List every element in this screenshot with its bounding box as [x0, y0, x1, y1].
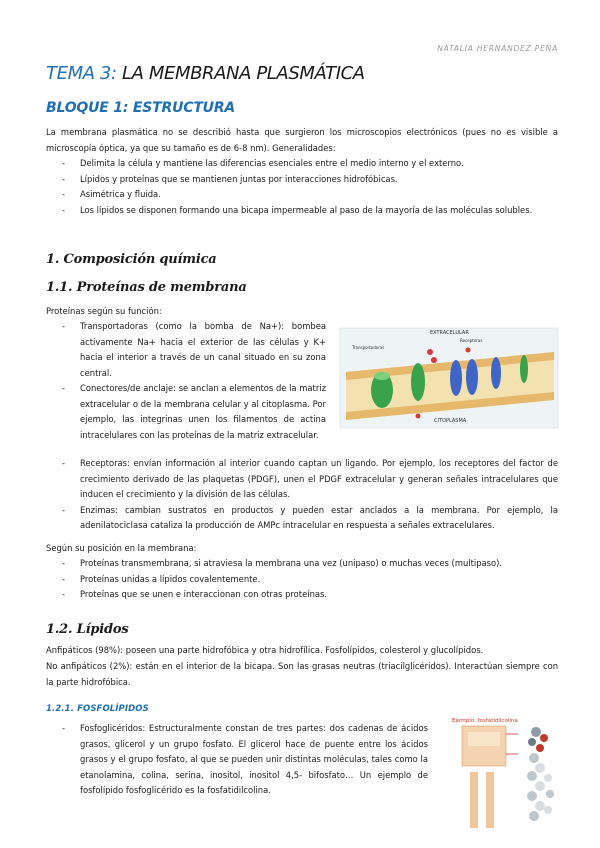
- phosphatidylcholine-diagram: [440, 714, 560, 832]
- phospholipid-list: [62, 721, 428, 799]
- list-item: - Lípidos y proteínas que se mantienen juntas por interacciones hidrofóbicas.: [62, 172, 558, 188]
- list-item: - Receptoras: envían información al interior cuando captan un ligando. Por ejemplo, los receptores del factor de crecimiento derivado de las plaquetas (PDGF), unen el PDGF extracelular y generan señales intracelulares que inducen el crecimiento y la división de las células.: [62, 456, 558, 503]
- intro-paragraph: La membrana plasmática no se describió hasta que surgieron los microscopios electrónicos (pues no es visible a microscopía óptica, ya que su tamaño es de 6-8 nm). Generalidades:: [46, 127, 558, 153]
- title-prefix: TEMA 3:: [46, 63, 117, 84]
- list-item: - Proteínas transmembrana, si atraviesa la membrana una vez (unipaso) o muchas veces (multipaso).: [62, 556, 558, 572]
- page-title: [46, 63, 365, 84]
- position-list: [62, 556, 558, 603]
- function-list-narrow: [62, 319, 326, 443]
- function-list-wide: [62, 456, 558, 534]
- figure-label-receptors: Receptoras: [460, 338, 483, 343]
- list-item: - Fosfoglicéridos: Estructuralmente constan de tres partes: dos cadenas de ácidos grasos, glicerol y un grupo fosfato. El glicerol hace de puente entre los ácidos grasos y el grupo fosfato, al que se pueden unir distintas moléculas, tales como la etanolamina, colina, serina, inositol, inositol 4,5- bifosfato… Un ejemplo de fosfolípido fosfoglicérido es la fosfatidilcolina.: [62, 721, 428, 799]
- section-heading-composition: 1. Composición química: [46, 252, 217, 267]
- list-item: - Conectores/de anclaje: se anclan a elementos de la matriz extracelular o de la membrana celular y al citoplasma. Por ejemplo, las integrinas unen los filamentos de actina intracelulares con las proteínas de la matriz extracelular.: [62, 381, 326, 443]
- list-item: - Proteínas que se unen e interaccionan con otras proteínas.: [62, 587, 558, 603]
- block-title: BLOQUE 1: ESTRUCTURA: [46, 100, 236, 116]
- title-main: LA MEMBRANA PLASMÁTICA: [121, 63, 365, 84]
- membrane-protein-figure: [338, 322, 560, 434]
- list-item: - Los lípidos se disponen formando una bicapa impermeable al paso de la mayoría de las moléculas solubles.: [62, 203, 558, 219]
- section-heading-lipids: 1.2. Lípidos: [46, 622, 129, 637]
- figure-label-cytoplasm: CITOPLASMA: [434, 418, 467, 424]
- figure-label-transporters: Transportadoras: [352, 345, 385, 350]
- amphipathic-paragraph: Anfipáticos (98%): poseen una parte hidrofóbica y otra hidrofílica. Fosfolípidos, colesterol y glucolípidos.: [46, 645, 484, 655]
- non-amphipathic-paragraph: No anfipáticos (2%): están en el interior de la bicapa. Son las grasas neutras (triacilglicéridos). Interactúan siempre con la parte hidrofóbica.: [46, 661, 558, 687]
- intro-list: [62, 156, 558, 218]
- list-item: - Enzimas: cambian sustratos en productos y pueden estar anclados a la membrana. Por ejemplo, la adenilatociclasa cataliza la producción de AMPc intracelular en respuesta a señales extracelulares.: [62, 503, 558, 534]
- figure-label-extracellular: EXTRACELULAR: [430, 330, 469, 336]
- subsection-heading-phospholipids: 1.2.1. FOSFOLÍPIDOS: [46, 704, 149, 714]
- list-item: - Proteínas unidas a lípidos covalentemente.: [62, 572, 558, 588]
- position-label: Según su posición en la membrana:: [46, 543, 197, 553]
- section-heading-proteins: 1.1. Proteínas de membrana: [46, 280, 247, 295]
- list-item: - Delimita la célula y mantiene las diferencias esenciales entre el medio interno y el externo.: [62, 156, 558, 172]
- author-name: NATALIA HERNÁNDEZ PEÑA: [437, 44, 558, 53]
- function-label: Proteínas según su función:: [46, 306, 162, 316]
- membrane-protein-diagram: [338, 322, 560, 434]
- list-item: - Transportadoras (como la bomba de Na+): bombea activamente Na+ hacia el exterior de las células y K+ hacia el interior a través de un canal situado en su zona central.: [62, 319, 326, 381]
- figure-title: Ejemplo: fosfatidilcolina: [452, 718, 518, 724]
- phosphatidylcholine-figure: [440, 714, 560, 832]
- list-item: - Asimétrica y fluida.: [62, 187, 558, 203]
